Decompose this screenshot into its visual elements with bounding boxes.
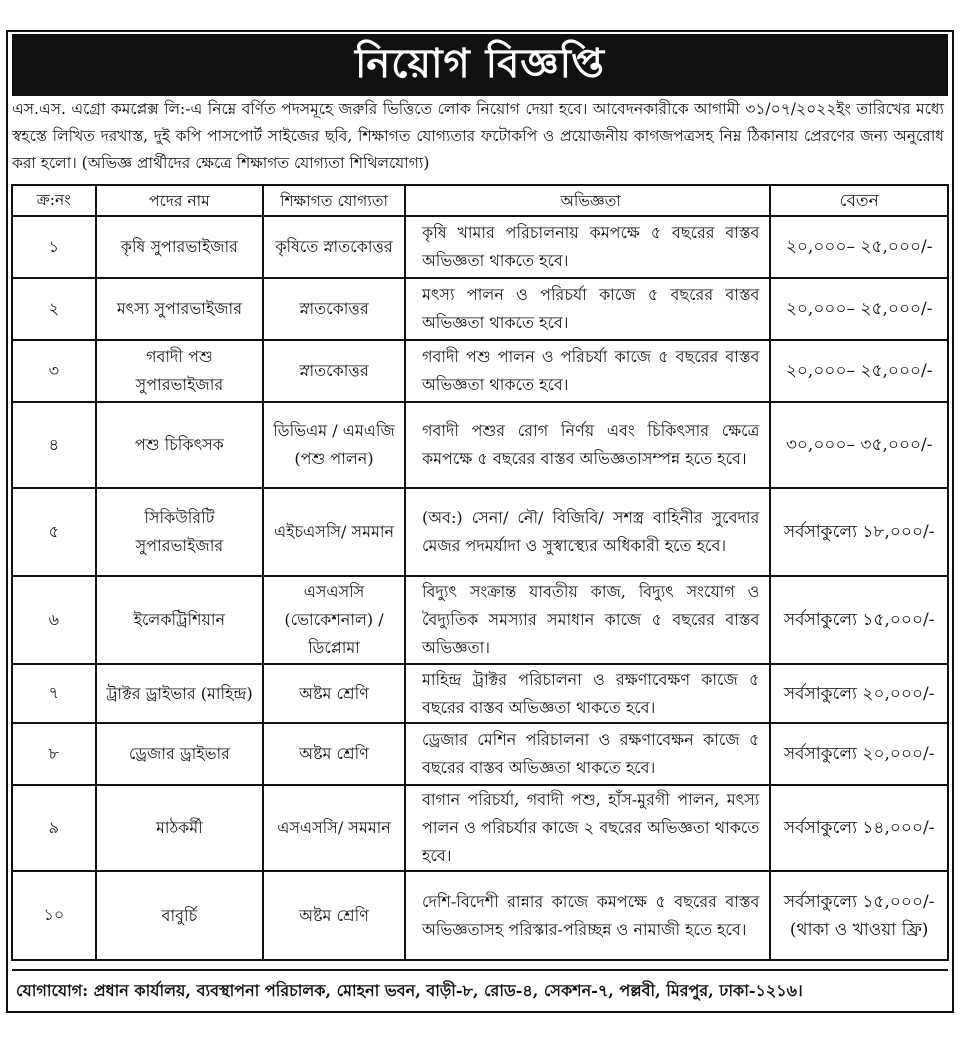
cell-salary: সর্বসাকুল্যে ২০,০০০/- bbox=[770, 723, 948, 785]
job-notice bbox=[6, 30, 954, 1013]
header-post: পদের নাম bbox=[96, 185, 263, 216]
cell-education: স্নাতকোত্তর bbox=[263, 340, 405, 402]
contact-footer: যোগাযোগ: প্রধান কার্যালয়, ব্যবস্থাপনা পরিচালক, মোহনা ভবন, বাড়ী-৮, রোড-৪, সেকশন-৭, পল্লবী, মিরপুর, ঢাকা-১২১৬। bbox=[12, 969, 948, 1011]
table-header-row bbox=[12, 185, 948, 216]
cell-salary: ২০,০০০– ২৫,০০০/- bbox=[770, 340, 948, 402]
cell-experience: ড্রেজার মেশিন পরিচালনা ও রক্ষণাবেক্ষন কাজে ৫ বছরের বাস্তব অভিজ্ঞতা থাকতে হবে। bbox=[405, 723, 770, 785]
cell-post: মৎস্য সুপারভাইজার bbox=[96, 278, 263, 340]
cell-education: অষ্টম শ্রেণি bbox=[263, 871, 405, 960]
cell-salary: সর্বসাকুল্যে ২০,০০০/- bbox=[770, 664, 948, 723]
notice-intro: এস.এস. এগ্রো কমপ্লেক্স লি:-এ নিম্নে বর্ণিত পদসমূহে জরুরি ভিত্তিতে লোক নিয়োগ দেয়া হবে। আবেদনকারীকে আগামী ৩১/০৭/২০২২ইং তারিখের মধ্যে স্বহস্তে লিখিত দরখাস্ত, দুই কপি পাসপোর্ট সাইজের ছবি, শিক্ষাগত যোগ্যতার ফটোকপি ও প্রয়োজনীয় কাগজপত্রসহ নিম্ন ঠিকানায় প্রেরণের জন্য অনুরোধ করা হলো। (অভিজ্ঞ প্রার্থীদের ক্ষেত্রে শিক্ষাগত যোগ্যতা শিথিলযোগ্য) bbox=[12, 100, 944, 172]
table-row bbox=[12, 576, 948, 664]
cell-education: এইচএসসি/ সমমান bbox=[263, 488, 405, 576]
cell-post: ড্রেজার ড্রাইভার bbox=[96, 723, 263, 785]
table-row bbox=[12, 871, 948, 960]
cell-education: কৃষিতে স্নাতকোত্তর bbox=[263, 216, 405, 278]
cell-salary bbox=[770, 871, 948, 960]
cell-post: ইলেকট্রিশিয়ান bbox=[96, 576, 263, 664]
header-education: শিক্ষাগত যোগ্যতা bbox=[263, 185, 405, 216]
header-salary: বেতন bbox=[770, 185, 948, 216]
cell-experience: মাহিন্দ্র ট্রাক্টর পরিচালনা ও রক্ষণাবেক্ষণ কাজে ৫ বছরের বাস্তব অভিজ্ঞতা থাকতে হবে। bbox=[405, 664, 770, 723]
cell-education: অষ্টম শ্রেণি bbox=[263, 664, 405, 723]
cell-salary: সর্বসাকুল্যে ১৫,০০০/- bbox=[770, 576, 948, 664]
cell-salary: ২০,০০০– ২৫,০০০/- bbox=[770, 216, 948, 278]
cell-salary: ৩০,০০০– ৩৫,০০০/- bbox=[770, 402, 948, 488]
cell-no: ১ bbox=[12, 216, 96, 278]
cell-no: ৯ bbox=[12, 785, 96, 871]
cell-no: ৪ bbox=[12, 402, 96, 488]
cell-experience: (অব:) সেনা/ নৌ/ বিজিবি/ সশস্ত্র বাহিনীর সুবেদার মেজর পদমর্যাদা ও সুস্বাস্থ্যের অধিকারী হতে হবে। bbox=[405, 488, 770, 576]
notice-title: নিয়োগ বিজ্ঞপ্তি bbox=[354, 39, 605, 87]
table-row bbox=[12, 664, 948, 723]
cell-experience: কৃষি খামার পরিচালনায় কমপক্ষে ৫ বছরের বাস্তব অভিজ্ঞতা থাকতে হবে। bbox=[405, 216, 770, 278]
cell-experience: গবাদী পশু পালন ও পরিচর্যা কাজে ৫ বছরের বাস্তব অভিজ্ঞতা থাকতে হবে। bbox=[405, 340, 770, 402]
cell-salary: সর্বসাকুল্যে ১৪,০০০/- bbox=[770, 785, 948, 871]
cell-education: ডিভিএম / এমএজি (পশু পালন) bbox=[263, 402, 405, 488]
cell-post: ট্রাক্টর ড্রাইভার (মাহিন্দ্র) bbox=[96, 664, 263, 723]
cell-education: এসএসসি/ সমমান bbox=[263, 785, 405, 871]
table-row bbox=[12, 216, 948, 278]
header-experience: অভিজ্ঞতা bbox=[405, 185, 770, 216]
cell-experience: গবাদী পশুর রোগ নির্ণয় এবং চিকিৎসার ক্ষেত্রে কমপক্ষে ৫ বছরের বাস্তব অভিজ্ঞতাসম্পন্ন হতে হবে। bbox=[405, 402, 770, 488]
table-row bbox=[12, 402, 948, 488]
page-top-strip bbox=[0, 0, 964, 4]
cell-experience: বিদ্যুৎ সংক্রান্ত যাবতীয় কাজ, বিদ্যুৎ সংযোগ ও বৈদ্যুতিক সমস্যার সমাধান কাজে ৫ বছরের বাস্তব অভিজ্ঞতা। bbox=[405, 576, 770, 664]
cell-no: ৬ bbox=[12, 576, 96, 664]
salary-amount: সর্বসাকুল্যে ১৫,০০০/- bbox=[783, 891, 935, 912]
cell-post: মাঠকর্মী bbox=[96, 785, 263, 871]
header-no: ক্র:নং bbox=[12, 185, 96, 216]
cell-post: বাবুর্চি bbox=[96, 871, 263, 960]
table-row bbox=[12, 340, 948, 402]
cell-salary: সর্বসাকুল্যে ১৮,০০০/- bbox=[770, 488, 948, 576]
cell-post: সিকিউরিটি সুপারভাইজার bbox=[96, 488, 263, 576]
cell-experience: বাগান পরিচর্যা, গবাদী পশু, হাঁস-মুরগী পালন, মৎস্য পালন ও পরিচর্যার কাজে ২ বছরের অভিজ্ঞতা থাকতে হবে। bbox=[405, 785, 770, 871]
cell-salary: ২০,০০০– ২৫,০০০/- bbox=[770, 278, 948, 340]
cell-no: ৫ bbox=[12, 488, 96, 576]
salary-note: (থাকা ও খাওয়া ফ্রি) bbox=[789, 919, 929, 940]
table-row bbox=[12, 723, 948, 785]
job-table bbox=[11, 184, 949, 961]
cell-no: ২ bbox=[12, 278, 96, 340]
cell-education: স্নাতকোত্তর bbox=[263, 278, 405, 340]
cell-post: পশু চিকিৎসক bbox=[96, 402, 263, 488]
cell-post: কৃষি সুপারভাইজার bbox=[96, 216, 263, 278]
notice-title-bar bbox=[12, 34, 948, 96]
cell-post: গবাদী পশু সুপারভাইজার bbox=[96, 340, 263, 402]
cell-no: ৭ bbox=[12, 664, 96, 723]
cell-no: ৩ bbox=[12, 340, 96, 402]
cell-no: ৮ bbox=[12, 723, 96, 785]
cell-education: অষ্টম শ্রেণি bbox=[263, 723, 405, 785]
cell-experience: মৎস্য পালন ও পরিচর্যা কাজে ৫ বছরের বাস্তব অভিজ্ঞতা থাকতে হবে। bbox=[405, 278, 770, 340]
cell-experience: দেশি-বিদেশী রান্নার কাজে কমপক্ষে ৫ বছরের বাস্তব অভিজ্ঞতাসহ পরিস্কার-পরিচ্ছন্ন ও নামাজী হতে হবে। bbox=[405, 871, 770, 960]
table-row bbox=[12, 785, 948, 871]
table-row bbox=[12, 488, 948, 576]
cell-education: এসএসসি (ভোকেশনাল) / ডিপ্লোমা bbox=[263, 576, 405, 664]
table-row bbox=[12, 278, 948, 340]
cell-no: ১০ bbox=[12, 871, 96, 960]
